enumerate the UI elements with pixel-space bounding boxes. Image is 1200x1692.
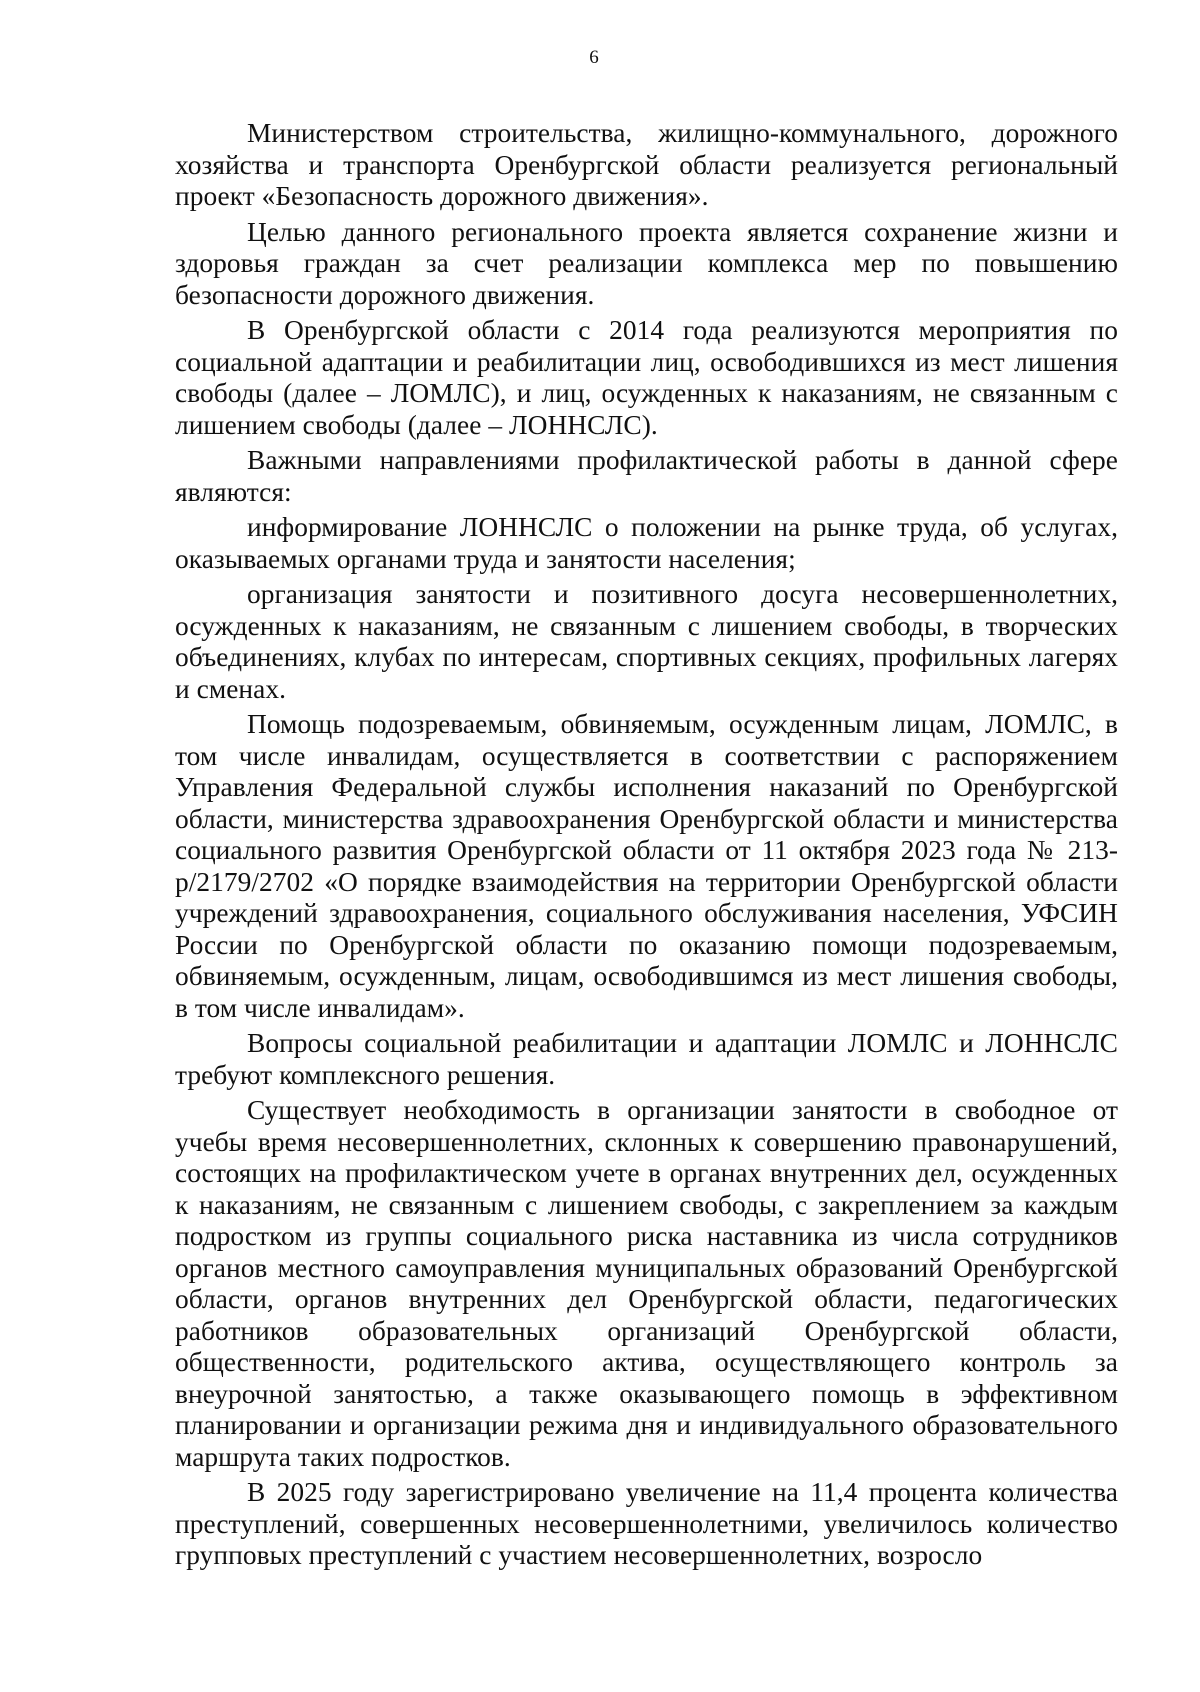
- document-body: [175, 118, 1118, 1572]
- paragraph-project-goal: Целью данного регионального проекта является сохранение жизни и здоровья граждан за счет реализации комплекса мер по повышению безопасности дорожного движения.: [175, 216, 1118, 310]
- paragraph-adaptation-measures: В Оренбургской области с 2014 года реализуются мероприятия по социальной адаптации и реабилитации лиц, освободившихся из мест лишения свободы (далее – ЛОМЛС), и лиц, осужденных к наказаниям, не связанным с лишением свободы (далее – ЛОННСЛС).: [175, 315, 1118, 440]
- paragraph-complex-solution: Вопросы социальной реабилитации и адаптации ЛОМЛС и ЛОННСЛС требуют комплексного решения.: [175, 1028, 1118, 1090]
- paragraph-crime-statistics: В 2025 году зарегистрировано увеличение на 11,4 процента количества преступлений, совершенных несовершеннолетними, увеличилось количество групповых преступлений с участием несовершеннолетних, возросло: [175, 1477, 1118, 1570]
- paragraph-leisure-organization: организация занятости и позитивного досуга несовершеннолетних, осужденных к наказаниям, не связанным с лишением свободы, в творческих объединениях, клубах по интересам, спортивных секциях, профильных лагерях и сменах.: [175, 579, 1118, 704]
- paragraph-employment-need: Существует необходимость в организации занятости в свободное от учебы время несовершеннолетних, склонных к совершению правонарушений, состоящих на профилактическом учете в органах внутренних дел, осужденных к наказаниям, не связанным с лишением свободы, с закреплением за каждым подростком из группы социального риска наставника из числа сотрудников органов местного самоуправления муниципальных образований Оренбургской области, органов внутренних дел Оренбургской области, педагогических работников образовательных организаций Оренбургской области, общественности, родительского актива, осуществляющего контроль за внеурочной занятостью, а также оказывающего помощь в эффективном планировании и организации режима дня и индивидуального образовательного маршрута таких подростков.: [175, 1095, 1118, 1472]
- paragraph-regional-project: Министерством строительства, жилищно-коммунального, дорожного хозяйства и транспорта Оренбургской области реализуется региональный проект «Безопасность дорожного движения».: [175, 118, 1118, 211]
- paragraph-prevention-directions: Важными направлениями профилактической работы в данной сфере являются:: [175, 445, 1118, 507]
- paragraph-assistance-order: Помощь подозреваемым, обвиняемым, осужденным лицам, ЛОМЛС, в том числе инвалидам, осуществляется в соответствии с распоряжением Управления Федеральной службы исполнения наказаний по Оренбургской области, министерства здравоохранения Оренбургской области и министерства социального развития Оренбургской области от 11 октября 2023 года № 213-р/2179/2702 «О порядке взаимодействия на территории Оренбургской области учреждений здравоохранения, социального обслуживания населения, УФСИН России по Оренбургской области по оказанию помощи подозреваемым, обвиняемым, осужденным, лицам, освободившимся из мест лишения свободы, в том числе инвалидам».: [175, 709, 1118, 1023]
- page-number: 6: [589, 47, 599, 68]
- paragraph-informing: информирование ЛОННСЛС о положении на рынке труда, об услугах, оказываемых органами труда и занятости населения;: [175, 512, 1118, 574]
